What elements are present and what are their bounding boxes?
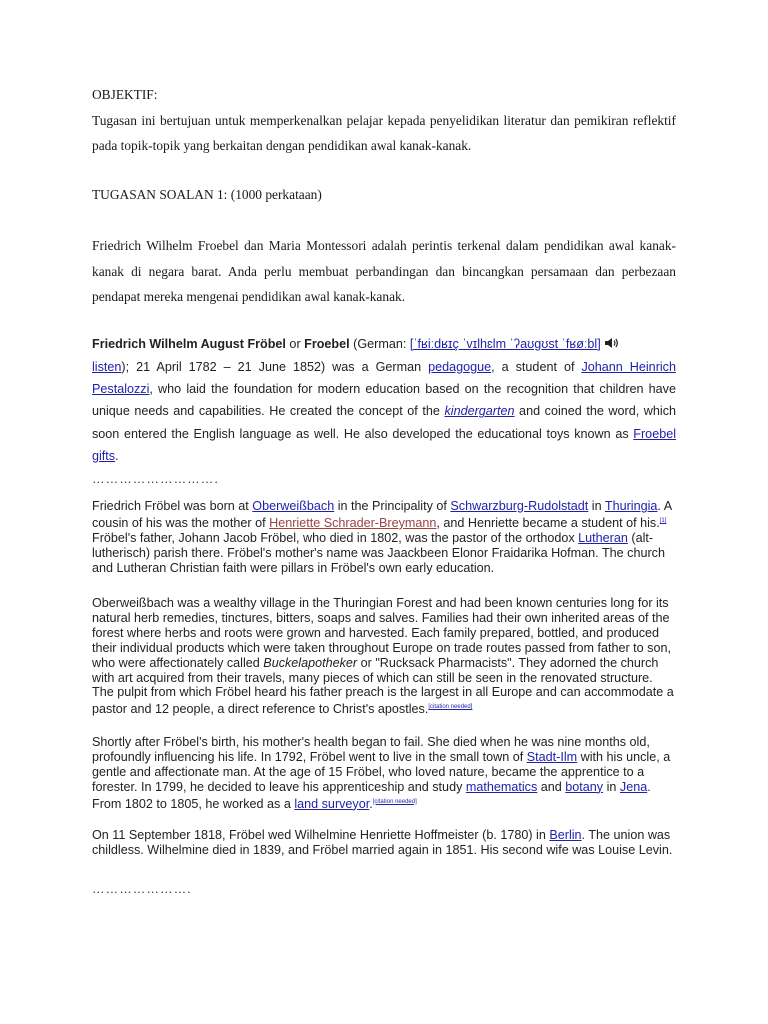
marriage-paragraph: On 11 September 1818, Fröbel wed Wilhelmine Henriette Hoffmeister (b. 1780) in Berlin. The union was childless. Wilhelmine died in 1839, and Fröbel married again in 1851. His second wife was Louise Levin.	[92, 828, 673, 857]
stadt-ilm-link[interactable]: Stadt-Ilm	[526, 749, 578, 764]
botany-link[interactable]: botany	[565, 779, 604, 794]
kindergarten-link[interactable]: kindergarten	[444, 404, 515, 419]
subject-name: Friedrich Wilhelm August Fröbel	[92, 337, 286, 351]
berlin-link[interactable]: Berlin	[549, 828, 582, 842]
henriette-link[interactable]: Henriette Schrader-Breymann	[269, 516, 437, 531]
pedagogue-link[interactable]: pedagogue	[428, 359, 492, 374]
reference-1[interactable]: [1]	[659, 517, 667, 524]
objective-heading: OBJEKTIF:	[92, 87, 158, 102]
speaker-icon[interactable]	[604, 334, 618, 356]
subject-alt-name: Froebel	[304, 337, 350, 351]
objective-body: Tugasan ini bertujuan untuk memperkenalkan pelajar kepada penyelidikan literatur dan pemikiran reflektif pada topik-topik yang berkaitan dengan pendidikan awal kanak-kanak.	[92, 112, 676, 153]
citation-needed[interactable]: [citation needed]	[428, 704, 473, 711]
childhood-paragraph: Shortly after Fröbel's birth, his mother's health began to fail. She died when he was nine months old, profoundly influencing his life. In 1792, Fröbel went to live in the small town of Stadt-Ilm with his uncle, a gentle and affectionate man. At the age of 15 Fröbel, who loved nature, became the apprentice to a forester. In 1799, he decided to leave his apprenticeship and study mathematics and botany in Jena. From 1802 to 1805, he worked as a land surveyor.[citation needed]	[92, 735, 671, 811]
task-body: Friedrich Wilhelm Froebel dan Maria Montessori adalah perintis terkenal dalam pendidikan awal kanak-kanak di negara barat. Anda perlu membuat perbandingan dan bincangkan persamaan dan perbezaan pendapat mereka mengenai pendidikan awal kanak-kanak.	[92, 238, 676, 304]
jena-link[interactable]: Jena	[619, 779, 648, 794]
land-surveyor-link[interactable]: land surveyor	[294, 796, 370, 811]
froebel-gifts-link[interactable]: Froebel gifts	[92, 426, 676, 463]
birth-paragraph: Friedrich Fröbel was born at Oberweißbach in the Principality of Schwarzburg-Rudolstadt in Thuringia. A cousin of his was the mother of Henriette Schrader-Breymann, and Henriette became a student of his.[1] Fröbel's father, Johann Jacob Fröbel, who died in 1802, was the pastor of the orthodox Lutheran (alt-lutherisch) parish there. Fröbel's mother's name was Jaackbeen Elonor Fraidarika Hofman. The church and Lutheran Christian faith were pillars in Fröbel's own early education.	[92, 499, 672, 575]
listen-link[interactable]: listen	[92, 359, 122, 374]
village-paragraph: Oberweißbach was a wealthy village in the Thuringian Forest and had been known centuries long for its natural herb remedies, tinctures, bitters, soaps and salves. Families had their own inherited areas of the forest where herbs and roots were grown and harvested. Each family prepared, bottled, and produced their individual products which were taken throughout Europe on trade routes passed from father to son, who were affectionately called Buckelapotheker or "Rucksack Pharmacists". They adorned the church with art acquired from their travels, many pieces of which can still be seen in the renovated structure. The pulpit from which Fröbel heard his father preach is the largest in all Europe and can accommodate a pastor and 12 people, a direct reference to Christ's apostles.[citation needed]	[92, 596, 674, 717]
intro-paragraph: Friedrich Wilhelm August Fröbel or Froebel (German: [ˈfʁiːdʁɪç ˈvɪlhɛlm ˈʔaʊɡʊst ˈfʁøːbl] listen); 21 April 1782 – 21 June 1852) was a German pedagogue, a student of Johann Heinrich Pestalozzi, who laid the foundation for modern education based on the recognition that children have unique needs and capabilities. He created the concept of the kindergarten and coined the word, which soon entered the English language as well. He also developed the educational toys known as Froebel gifts.	[92, 333, 676, 467]
task-heading: TUGASAN SOALAN 1: (1000 perkataan)	[92, 187, 322, 202]
mathematics-link[interactable]: mathematics	[465, 779, 538, 794]
schwarzburg-link[interactable]: Schwarzburg-Rudolstadt	[450, 499, 589, 513]
pestalozzi-link[interactable]: Johann Heinrich Pestalozzi	[92, 359, 676, 397]
lutheran-link[interactable]: Lutheran	[578, 531, 628, 545]
ipa-link[interactable]: [ˈfʁiːdʁɪç ˈvɪlhɛlm ˈʔaʊɡʊst ˈfʁøːbl]	[409, 337, 601, 351]
citation-needed-2[interactable]: [citation needed]	[372, 798, 417, 805]
oberweissbach-link[interactable]: Oberweißbach	[252, 499, 335, 513]
separator-dots: ……………………….	[92, 472, 219, 486]
objective-section	[92, 82, 676, 159]
separator-dots-2: ………………….	[92, 882, 192, 896]
thuringia-link[interactable]: Thuringia	[604, 499, 658, 513]
